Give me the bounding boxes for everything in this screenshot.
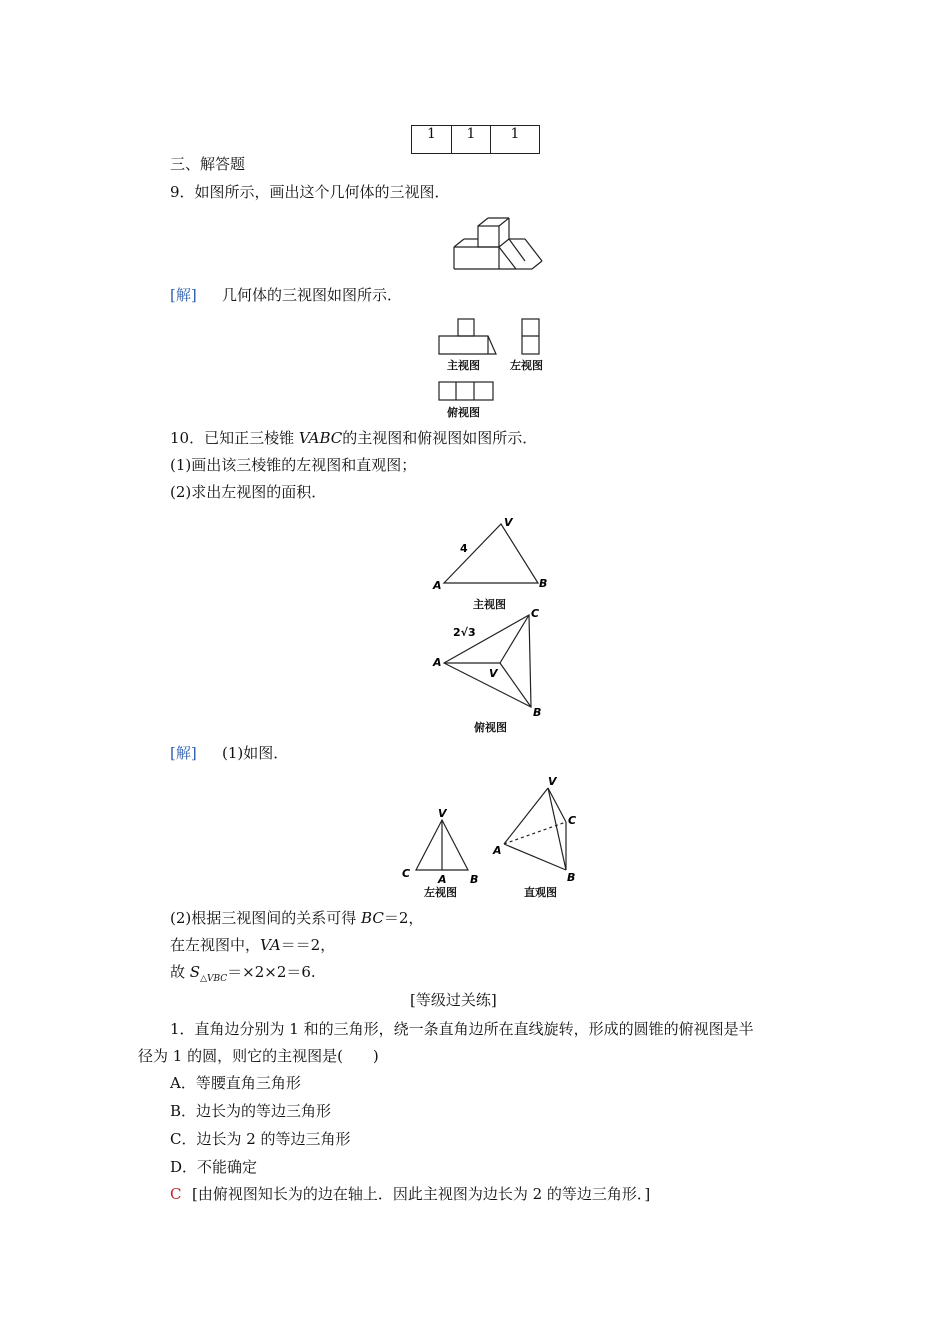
vertex-V-label: V <box>548 775 557 788</box>
option-b: B．边长为的等边三角形 <box>170 1102 332 1120</box>
vertex-C-label: C <box>568 814 577 827</box>
q9-front-caption: 主视图 <box>447 359 480 372</box>
q10-left-caption: 左视图 <box>424 886 457 899</box>
table-cell: 1 <box>412 126 452 154</box>
answer-table <box>411 125 540 154</box>
q9-side-caption: 左视图 <box>510 359 543 372</box>
vertex-V-label: V <box>504 516 513 529</box>
q9-solid-figure <box>450 212 546 272</box>
vertex-C-label: C <box>402 867 411 880</box>
q10-part1: (1)画出该三棱锥的左视图和直观图； <box>170 456 417 474</box>
q10-left-view <box>398 806 488 886</box>
q9-top-caption: 俯视图 <box>447 406 480 419</box>
q10-solution-line3: 故 $S_{\triangle VBC}=\times 2\times 2=6$. <box>170 963 316 984</box>
q9-front-view <box>438 317 498 357</box>
answer-explanation: [由俯视图知长为的边在轴上．因此主视图为边长为 2 的等边三角形．] <box>192 1185 651 1203</box>
vertex-V-label: V <box>489 667 498 680</box>
q9-top-view <box>438 381 494 401</box>
q10-solution-part1: (1)如图． <box>222 744 289 762</box>
q9-side-view <box>521 318 541 356</box>
q10-part2: (2)求出左视图的面积． <box>170 483 327 501</box>
option-c: C．边长为 2 的等边三角形 <box>170 1130 351 1148</box>
section-title: 三、解答题 <box>170 155 246 173</box>
q10-direct-view <box>490 774 585 884</box>
q9-solution-tag: [解] <box>170 286 197 304</box>
q10-text: 10．已知正三棱锥 VABC的主视图和俯视图如图所示． <box>170 429 538 447</box>
vertex-C-label: C <box>531 607 540 620</box>
vertex-B-label: B <box>470 873 479 886</box>
q10-solution-line1: (2)根据三视图间的关系可得 BC＝2， <box>170 909 424 927</box>
q10-solution-tag: [解] <box>170 744 197 762</box>
table-cell: 1 <box>452 126 491 154</box>
vertex-A-label: A <box>433 579 442 592</box>
q10-front-view <box>430 514 550 594</box>
vertex-V-label: V <box>438 807 447 820</box>
q10-top-view <box>430 605 550 720</box>
q10-top-caption: 俯视图 <box>474 721 507 734</box>
vertex-B-label: B <box>567 871 576 884</box>
edge-length-label: 4 <box>460 542 468 555</box>
vertex-B-label: B <box>539 577 548 590</box>
q9-solution-text: 几何体的三视图如图所示． <box>222 286 403 304</box>
q10-direct-caption: 直观图 <box>524 886 557 899</box>
q10-front-caption: 主视图 <box>473 598 506 611</box>
edge-length-label: 2√3 <box>453 626 476 639</box>
option-a: A．等腰直角三角形 <box>170 1074 301 1092</box>
q9-text: 9．如图所示，画出这个几何体的三视图． <box>170 183 450 201</box>
vertex-A-label: A <box>493 844 502 857</box>
vertex-A-label: A <box>433 656 442 669</box>
practice-q1-line2: 径为 1 的圆，则它的主视图是( ) <box>138 1047 379 1065</box>
vertex-B-label: B <box>533 706 542 719</box>
option-d: D．不能确定 <box>170 1158 258 1176</box>
q10-solution-line2: 在左视图中，VA＝＝2， <box>170 936 336 954</box>
practice-heading: [等级过关练] <box>410 991 497 1009</box>
practice-q1-line1: 1．直角边分别为 1 和的三角形，绕一条直角边所在直线旋转，形成的圆锥的俯视图是半 <box>170 1020 754 1038</box>
answer-letter: C <box>170 1185 182 1203</box>
vertex-A-label: A <box>438 873 447 886</box>
table-cell: 1 <box>491 126 540 154</box>
